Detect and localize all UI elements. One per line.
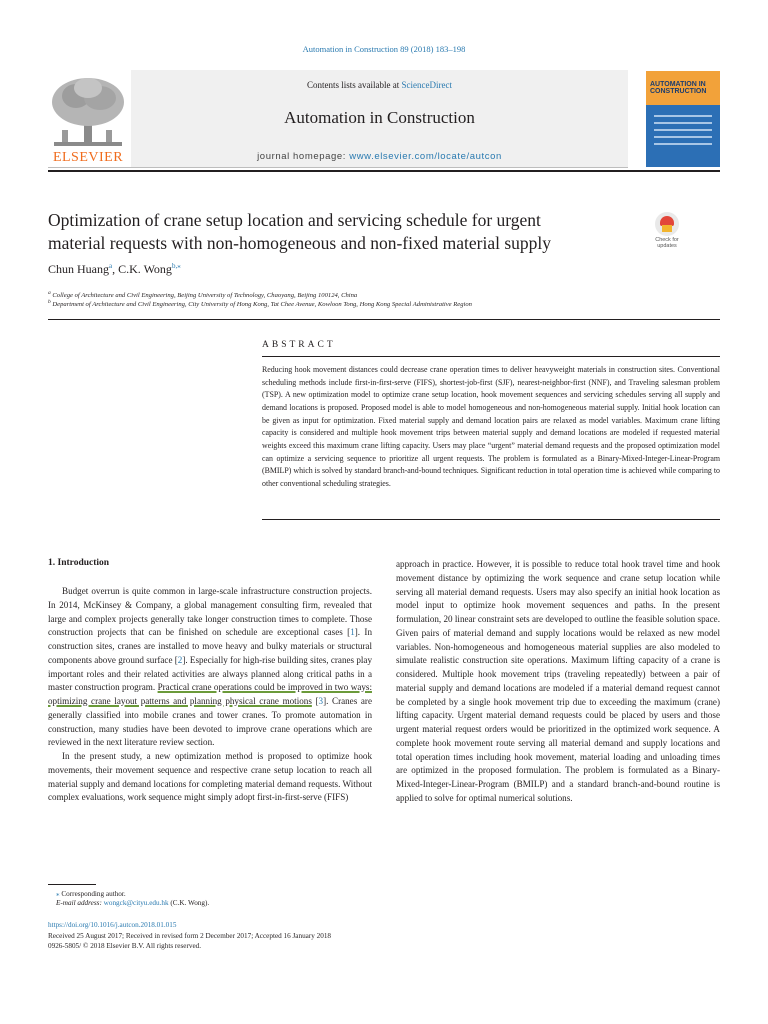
citation-link[interactable]: 1 [350,627,355,638]
abstract-heading: ABSTRACT [262,340,336,350]
affil-text: Department of Architecture and Civil Engineering, City University of Hong Kong, Tat Chee Avenue, Kowloon Tong, Hong Kong Special Administrative Region [52,301,472,309]
affiliation-divider [48,319,720,320]
crossmark-icon-bottom [662,225,672,232]
title-line-1: Optimization of crane setup location and servicing schedule for urgent [48,210,541,230]
issn-copyright: 0926-5805/ © 2018 Elsevier B.V. All rights reserved. [48,942,202,950]
crossmark-label: Check for updates [655,237,679,249]
title-line-2: material requests with non-homogeneous and non-fixed material supply [48,233,551,253]
paragraph: approach in practice. However, it is possible to reduce total hook travel time and hook movement distance by optimizing the work sequence and crane setup location while serving all material demand requests. Users may also specify an initial hook location as model input to optimize hook movement sequences and paths. In the present formulation, 20 linear constraint sets are developed to outline the feasible solution space. Given pairs of material demand and supply locations would be relaxed as new model variables. Non-homogeneous and homogeneous material supplies are also modeled to simulate realistic construction site operations. Maximum lifting capacity of a crane is considered. Multiple hook movement trips (traveling repeatedly) between a pair of material supply and demand locations are modeled if a material demand request cannot be completed by a single hook movement trip due to exceeding the maximum (crane) lifting capacity. Urgent material demand requests could be placed by users and those urgent material request orders would be prioritized in the optimized work sequence. A complete hook movement route serving all material demand and supply locations and total operation times including hook movement, material loading and unloading times are optimized in the proposed formulation. The problem is formulated as a Binary-Mixed-Integer-Linear-Program (BMILP) and a standard branch-and-bound routine is applied to solve for optimal numerical solutions. [396,559,720,803]
footnote-email [56,899,209,907]
doi-link[interactable]: https://doi.org/10.1016/j.autcon.2018.01.015 [48,921,177,929]
text-run: ]. Especially for high-rise building sites, cranes play important roles and their related activities are always planned along critical paths in a master construction program. [48,654,372,693]
author-affil-mark[interactable]: b,⁎ [171,262,181,270]
body-column-left [48,585,372,805]
cover-lines [654,115,712,150]
footnote-corresponding [56,889,126,898]
header-divider-thin [48,167,628,168]
crossmark-button[interactable] [648,212,686,256]
text-run: Budget overrun is quite common in large-scale infrastructure construction projects. In 2014, McKinsey & Company, a global management consulting firm, revealed that large and complex projects generally take longer construction times to complete. Those construction projects that can be finished on schedule are exceptional cases [ [48,586,372,638]
text-run: [ [311,696,319,706]
highlighted-sentence[interactable]: Practical crane operations could be improved in two ways: optimizing crane layout patterns and planning physical crane motions [48,682,372,706]
author-list [48,262,181,277]
abstract-divider-top [262,356,720,357]
text-run: ]. In construction sites, cranes are installed to move heavy and bulky materials or structural components above ground surface [ [48,627,372,665]
journal-title: Automation in Construction [284,108,475,127]
paragraph: In the present study, a new optimization method is proposed to optimize hook movements, their movement sequence and respective crane setup location to reach all material supply and demand locations for completing material demand requests. Without complex evaluations, work sequence might simply adopt first-in-first-serve (FIFS) [48,751,372,803]
sciencedirect-link[interactable]: ScienceDirect [401,80,452,90]
journal-cover-thumbnail[interactable] [646,71,720,167]
homepage-prefix: journal homepage: [257,151,350,162]
author-name[interactable]: Chun Huang [48,262,109,276]
email-link[interactable]: wongck@cityu.edu.hk [103,899,169,907]
homepage-link[interactable]: www.elsevier.com/locate/autcon [349,151,502,162]
email-suffix: (C.K. Wong). [168,899,210,907]
affil-mark: a [48,290,51,296]
footnote-mark[interactable]: ⁎ [56,890,60,898]
paragraph [48,585,372,750]
cover-title: AUTOMATION IN CONSTRUCTION [650,81,707,95]
author-affil-mark[interactable]: a [109,262,113,270]
affiliation-b [48,299,472,308]
contents-prefix: Contents lists available at [307,80,402,90]
author-separator: , [112,262,119,276]
affil-mark: b [48,299,51,305]
body-column-right [396,558,720,806]
section-heading-introduction: 1. Introduction [48,558,110,568]
journal-homepage [131,151,628,162]
text-run: ]. Cranes are generally classified into mobile cranes and tower cranes. To promote automation in construction, many studies have been devoted to improve crane operations which are reviewed in the next literature review section. [48,696,372,748]
footnote-text: Corresponding author. [59,890,126,898]
received-dates: Received 25 August 2017; Received in revised form 2 December 2017; Accepted 16 January 2018 [48,932,332,940]
contents-availability [131,80,628,90]
citation-link[interactable]: 3 [318,696,324,706]
author-name[interactable]: C.K. Wong [118,262,172,276]
abstract-text: Reducing hook movement distances could decrease crane operation times to deliver heavyweight materials in construction sites. Conventional scheduling methods include first-in-first-serve (FIFS), shortest-job-first (SJF), nearest-neighbor-first (NNF), and Traveling salesman problem (TSP). A new optimization model to optimize crane setup location, hook movement sequences and servicing schedules serving all supply and demand locations is proposed. Proposed model is able to model homogeneous and non-homogeneous material supply. Initial hook location can be given as input for optimization. Fixed material supply and demand location pairs are relaxed as model variables. Maximum crane lifting capacity is considered and multiple hook movement trips between material supply and demand locations are modeled if requested material weights exceed this maximum crane lifting capacity. Users may place “urgent” material demand requests and the proposed optimization model can optimize a servicing sequence to prioritize all urgent requests. The problem is formulated as a Binary-Mixed-Integer-Linear-Program (BMILP) which is solved by standard branch-and-bound techniques. Significant reduction in total operation time is achieved while comparing to other conventional scheduling strategies. [262,365,720,488]
article-title [48,209,638,255]
affiliation-a [48,290,357,299]
affil-text: College of Architecture and Civil Engineering, Beijing University of Technology, Chaoyang, Beijing 100124, China [52,292,358,300]
email-label: E-mail address: [56,899,104,907]
elsevier-wordmark: ELSEVIER [52,150,124,165]
header-divider [48,170,720,172]
journal-reference-link[interactable]: Automation in Construction 89 (2018) 183–198 [302,44,466,54]
citation-link[interactable]: 2 [177,654,183,665]
footnote-divider [48,884,96,885]
abstract-divider-bottom [262,519,720,520]
